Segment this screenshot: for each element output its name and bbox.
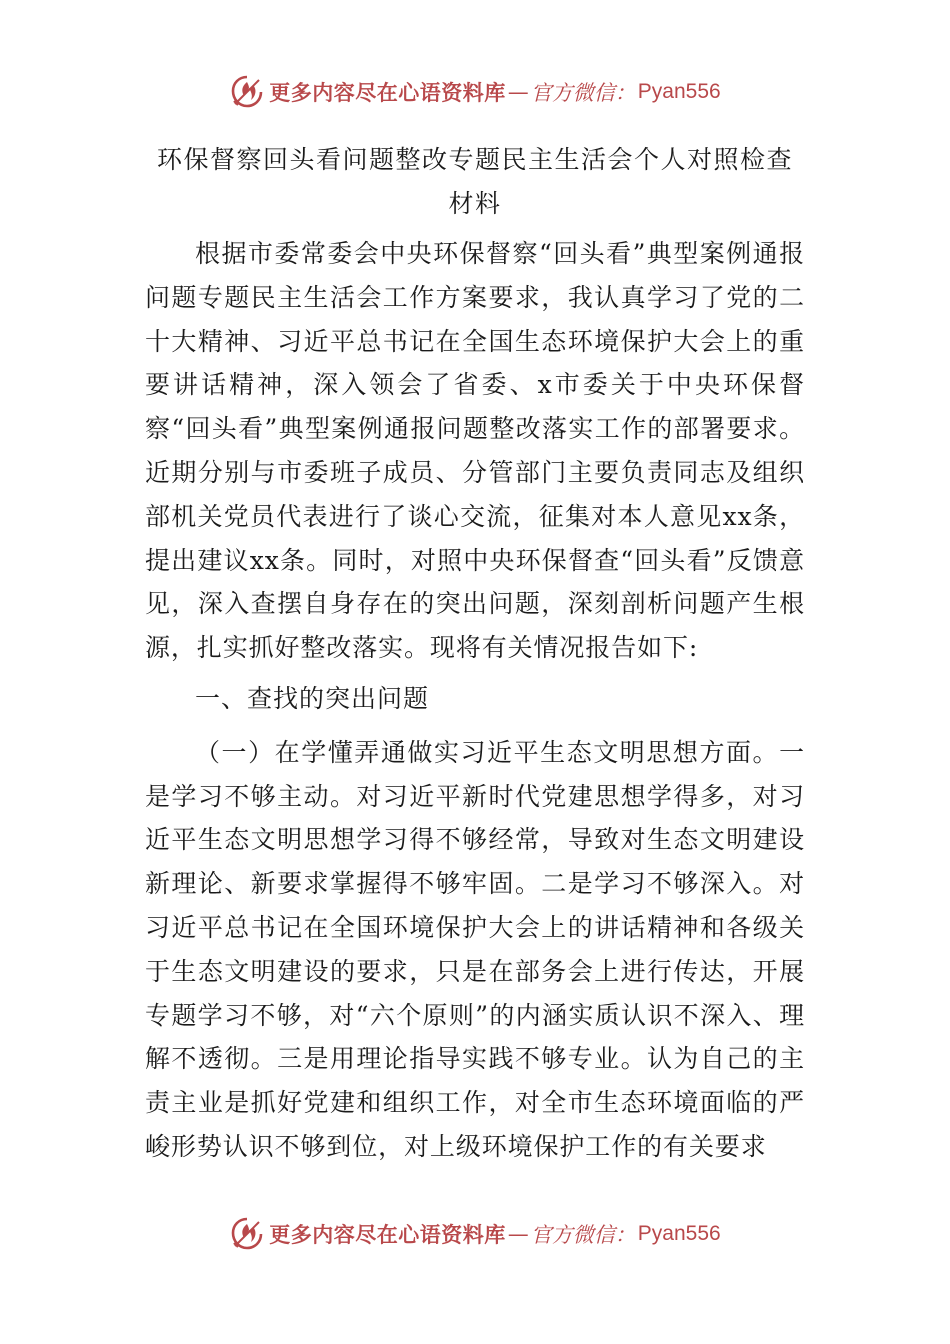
banner-brand-text: 更多内容尽在心语资料库 [269,1223,506,1247]
banner-dash: — [507,80,529,104]
banner-official-label: 官方微信： [530,81,636,105]
document-body [145,138,805,1169]
banner-wechat-handle: Pyan556 [637,1222,721,1245]
intro-paragraph: 根据市委常委会中央环保督察“回头看”典型案例通报问题专题民主生活会工作方案要求，我认真学习了党的二十大精神、习近平总书记在全国生态环境保护大会上的重要讲话精神，深入领会了省委、x市委关于中央环保督察“回头看”典型案例通报问题整改落实工作的部署要求。近期分别与市委班子成员、分管部门主要负责同志及组织部机关党员代表进行了谈心交流，征集对本人意见xx条，提出建议xx条。同时，对照中央环保督查“回头看”反馈意见，深入查摆自身存在的突出问题，深刻剖析问题产生根源，扎实抓好整改落实。现将有关情况报告如下: [145,239,805,663]
footer-banner [0,1212,950,1256]
section-one-heading: 一、查找的突出问题 [195,683,430,713]
banner-dash: — [507,1222,529,1246]
banner-brand-text: 更多内容尽在心语资料库 [269,81,506,105]
banner-wechat-handle: Pyan556 [637,80,721,103]
fire-sword-logo-icon [229,1216,265,1252]
document-title: 环保督察回头看问题整改专题民主生活会个人对照检查材料 [156,145,793,218]
header-banner [0,70,950,114]
banner-official-label: 官方微信： [530,1223,636,1247]
subsection-one-paragraph: （一）在学懂弄通做实习近平生态文明思想方面。一是学习不够主动。对习近平新时代党建思想学得多，对习近平生态文明思想学习得不够经常，导致对生态文明建设新理论、新要求掌握得不够牢固。二是学习不够深入。对习近平总书记在全国环境保护大会上的讲话精神和各级关于生态文明建设的要求，只是在部务会上进行传达，开展专题学习不够，对“六个原则”的内涵实质认识不深入、理解不透彻。三是用理论指导实践不够专业。认为自己的主责主业是抓好党建和组织工作，对全市生态环境面临的严峻形势认识不够到位，对上级环境保护工作的有关要求 [145,737,805,1161]
fire-sword-logo-icon [229,74,265,110]
